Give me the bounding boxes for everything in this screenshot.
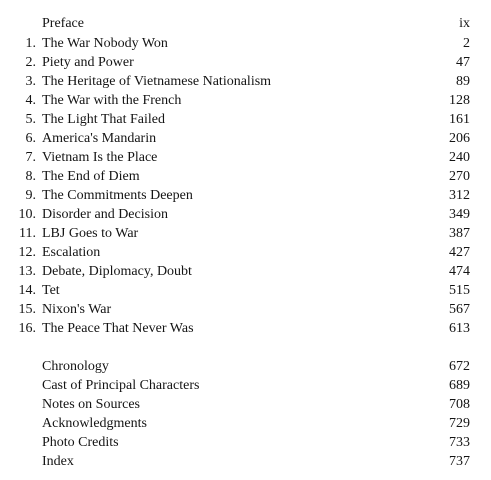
toc-entry-page: 427 (449, 245, 470, 260)
toc-entry-title: Preface (42, 16, 84, 31)
toc-entry-chapter (0, 53, 491, 72)
toc-entry-chapter (0, 243, 491, 262)
toc-chapter-number: 13. (18, 264, 36, 279)
toc-chapter-number: 6. (25, 131, 36, 146)
toc-entry-chapter (0, 34, 491, 53)
toc-entry-page: 89 (456, 74, 470, 89)
toc-entry-preface (0, 14, 491, 33)
toc-entry-chapter (0, 148, 491, 167)
toc-entry-page: 312 (449, 188, 470, 203)
toc-entry-page: 729 (449, 416, 470, 431)
toc-chapter-number: 12. (18, 245, 36, 260)
toc-entry-page: 270 (449, 169, 470, 184)
toc-entry-title: Debate, Diplomacy, Doubt (42, 264, 192, 279)
toc-entry-back-matter (0, 357, 491, 376)
toc-entry-back-matter (0, 452, 491, 471)
toc-entry-title: Index (42, 454, 74, 469)
toc-entry-back-matter (0, 395, 491, 414)
toc-entry-back-matter (0, 433, 491, 452)
toc-chapter-number: 5. (25, 112, 36, 127)
toc-entry-page: 737 (449, 454, 470, 469)
toc-entry-page: 128 (449, 93, 470, 108)
toc-chapter-number: 3. (25, 74, 36, 89)
toc-entry-title: The Light That Failed (42, 112, 165, 127)
toc-entry-title: Nixon's War (42, 302, 112, 317)
toc-chapter-number: 9. (25, 188, 36, 203)
toc-entry-chapter (0, 319, 491, 338)
toc-entry-chapter (0, 91, 491, 110)
toc-entry-title: LBJ Goes to War (42, 226, 139, 241)
toc-entry-chapter (0, 167, 491, 186)
toc-entry-page: 161 (449, 112, 470, 127)
toc-entry-page: 474 (449, 264, 470, 279)
toc-chapter-number: 1. (25, 36, 36, 51)
toc-entry-page: 567 (449, 302, 470, 317)
toc-entry-page: 349 (449, 207, 470, 222)
toc-entry-title: Tet (42, 283, 60, 298)
toc-entry-title: The Commitments Deepen (42, 188, 193, 203)
toc-entry-title: The Heritage of Vietnamese Nationalism (42, 74, 272, 89)
toc-chapter-number: 8. (25, 169, 36, 184)
toc-chapter-number: 15. (18, 302, 36, 317)
toc-chapter-number: 4. (25, 93, 36, 108)
toc-entry-back-matter (0, 414, 491, 433)
toc-entry-page: 613 (449, 321, 470, 336)
toc-entry-chapter (0, 72, 491, 91)
toc-entry-title: Piety and Power (42, 55, 134, 70)
toc-entry-title: Escalation (42, 245, 101, 260)
toc-entry-title: Disorder and Decision (42, 207, 168, 222)
toc-entry-page: ix (459, 16, 470, 31)
toc-chapter-number: 14. (18, 283, 36, 298)
toc-chapter-number: 11. (19, 226, 36, 241)
toc-entry-title: Photo Credits (42, 435, 119, 450)
toc-entry-chapter (0, 186, 491, 205)
toc-entry-page: 2 (463, 36, 470, 51)
toc-entry-page: 733 (449, 435, 470, 450)
toc-entry-title: The War with the French (42, 93, 182, 108)
toc-entry-title: The War Nobody Won (42, 36, 168, 51)
toc-entry-title: Acknowledgments (42, 416, 147, 431)
toc-chapter-number: 10. (18, 207, 36, 222)
toc-entry-chapter (0, 262, 491, 281)
toc-entry-title: Notes on Sources (42, 397, 140, 412)
toc-entry-page: 515 (449, 283, 470, 298)
toc-chapter-number: 2. (25, 55, 36, 70)
toc-entry-chapter (0, 281, 491, 300)
toc-entry-chapter (0, 224, 491, 243)
toc-chapter-number: 16. (18, 321, 36, 336)
toc-entry-title: America's Mandarin (42, 131, 157, 146)
toc-entry-chapter (0, 205, 491, 224)
toc-chapter-number: 7. (25, 150, 36, 165)
toc-entry-page: 689 (449, 378, 470, 393)
toc-entry-title: Chronology (42, 359, 109, 374)
toc-entry-page: 672 (449, 359, 470, 374)
toc-entry-title: The Peace That Never Was (42, 321, 194, 336)
toc-entry-page: 240 (449, 150, 470, 165)
toc-entry-title: Vietnam Is the Place (42, 150, 158, 165)
toc-entry-chapter (0, 129, 491, 148)
toc-entry-page: 47 (456, 55, 470, 70)
toc-entry-title: Cast of Principal Characters (42, 378, 200, 393)
toc-entry-chapter (0, 110, 491, 129)
toc-entry-chapter (0, 300, 491, 319)
toc-entry-page: 708 (449, 397, 470, 412)
toc-entry-page: 206 (449, 131, 470, 146)
toc-entry-back-matter (0, 376, 491, 395)
toc-entry-title: The End of Diem (42, 169, 140, 184)
toc-entry-page: 387 (449, 226, 470, 241)
